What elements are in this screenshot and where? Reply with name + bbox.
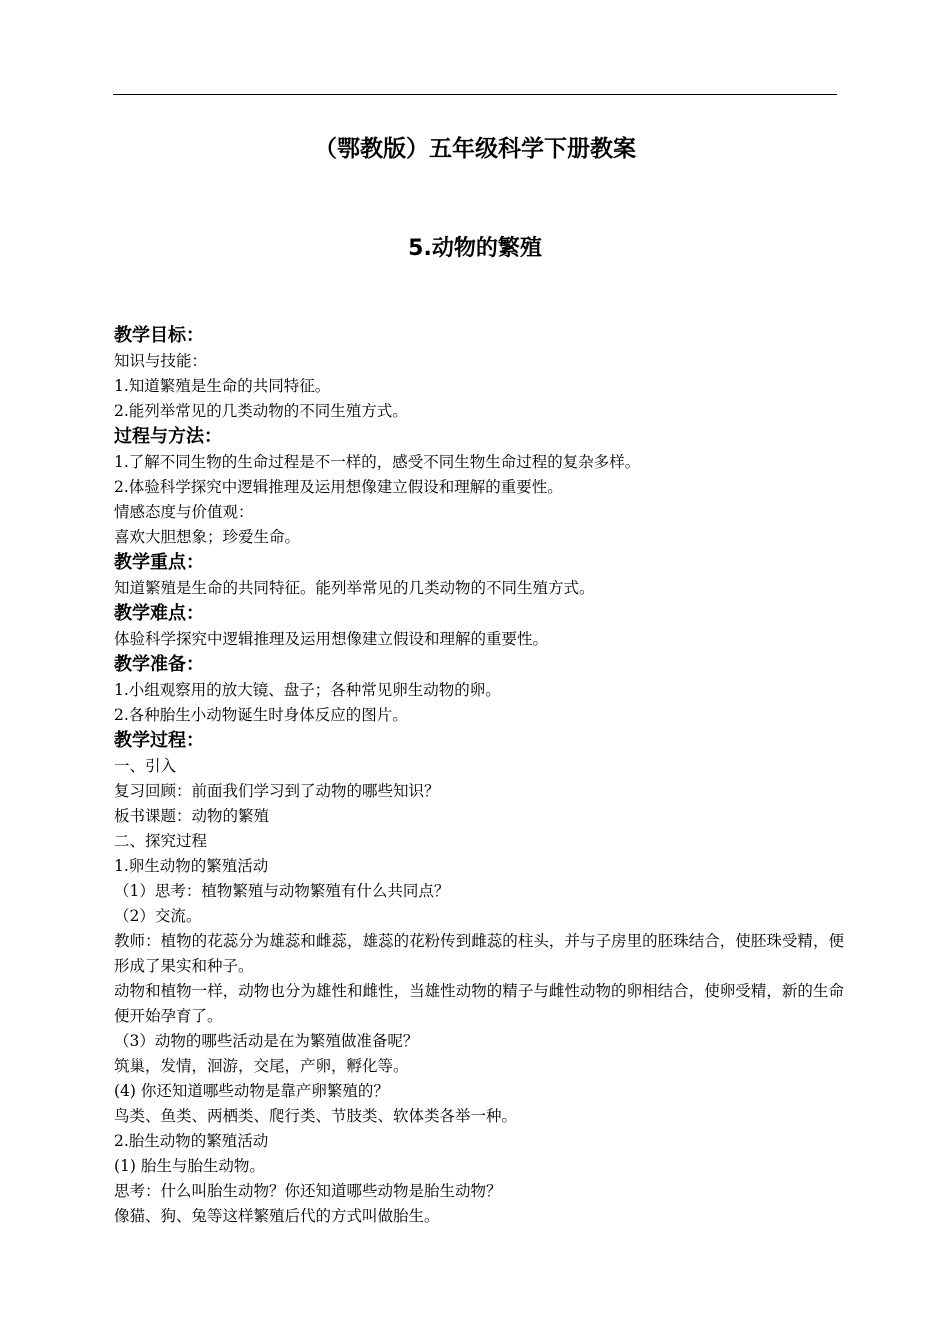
section-heading: 教学目标： [114, 325, 204, 346]
section-heading: 教学过程： [114, 730, 204, 751]
section-heading: 教学难点： [114, 603, 204, 624]
paragraph: 2.胎生动物的繁殖活动 [114, 1132, 269, 1150]
section-heading: 过程与方法： [114, 426, 222, 447]
paragraph: （1）思考：植物繁殖与动物繁殖有什么共同点？ [114, 882, 450, 900]
paragraph: （3）动物的哪些活动是在为繁殖做准备呢？ [114, 1032, 419, 1050]
paragraph: 体验科学探究中逻辑推理及运用想像建立假设和理解的重要性。 [114, 630, 549, 648]
paragraph: 像猫、狗、兔等这样繁殖后代的方式叫做胎生。 [114, 1207, 440, 1225]
paragraph: 1.卵生动物的繁殖活动 [114, 857, 269, 875]
document-body [114, 323, 844, 1229]
paragraph: 知识与技能： [114, 352, 208, 370]
paragraph: 2.体验科学探究中逻辑推理及运用想像建立假设和理解的重要性。 [114, 478, 563, 496]
paragraph: 二、探究过程 [114, 832, 208, 850]
paragraph: 教师：植物的花蕊分为雄蕊和雌蕊，雄蕊的花粉传到雌蕊的柱头，并与子房里的胚珠结合，使胚珠受精，便形成了果实和种子。 [114, 932, 844, 975]
paragraph: 知道繁殖是生命的共同特征。能列举常见的几类动物的不同生殖方式。 [114, 579, 595, 597]
header-rule [113, 94, 837, 95]
paragraph: (1) 胎生与胎生动物。 [114, 1157, 265, 1175]
paragraph: 1.小组观察用的放大镜、盘子；各种常见卵生动物的卵。 [114, 681, 501, 699]
paragraph: 复习回顾：前面我们学习到了动物的哪些知识？ [114, 782, 440, 800]
paragraph: 一、引入 [114, 757, 177, 775]
paragraph: 1.了解不同生物的生命过程是不一样的，感受不同生物生命过程的复杂多样。 [114, 453, 641, 471]
paragraph: 喜欢大胆想象；珍爱生命。 [114, 528, 301, 546]
paragraph: 筑巢，发情，洄游，交尾，产卵，孵化等。 [114, 1057, 409, 1075]
paragraph: 板书课题：动物的繁殖 [114, 807, 270, 825]
paragraph: 鸟类、鱼类、两栖类、爬行类、节肢类、软体类各举一种。 [114, 1107, 518, 1125]
section-heading: 教学准备： [114, 654, 204, 675]
paragraph: 1.知道繁殖是生命的共同特征。 [114, 377, 331, 395]
paragraph: 动物和植物一样，动物也分为雄性和雌性，当雄性动物的精子与雌性动物的卵相结合，使卵受精，新的生命便开始孕育了。 [114, 982, 844, 1025]
paragraph: 2.各种胎生小动物诞生时身体反应的图片。 [114, 706, 408, 724]
section-heading: 教学重点： [114, 552, 204, 573]
paragraph: (4) 你还知道哪些动物是靠产卵繁殖的？ [114, 1082, 389, 1100]
paragraph: 思考：什么叫胎生动物？你还知道哪些动物是胎生动物？ [114, 1182, 502, 1200]
paragraph: 情感态度与价值观： [114, 503, 254, 521]
paragraph: （2）交流。 [114, 907, 202, 925]
document-title: （鄂教版）五年级科学下册教案 [314, 136, 636, 162]
lesson-title: 5.动物的繁殖 [408, 236, 542, 261]
paragraph: 2.能列举常见的几类动物的不同生殖方式。 [114, 402, 408, 420]
